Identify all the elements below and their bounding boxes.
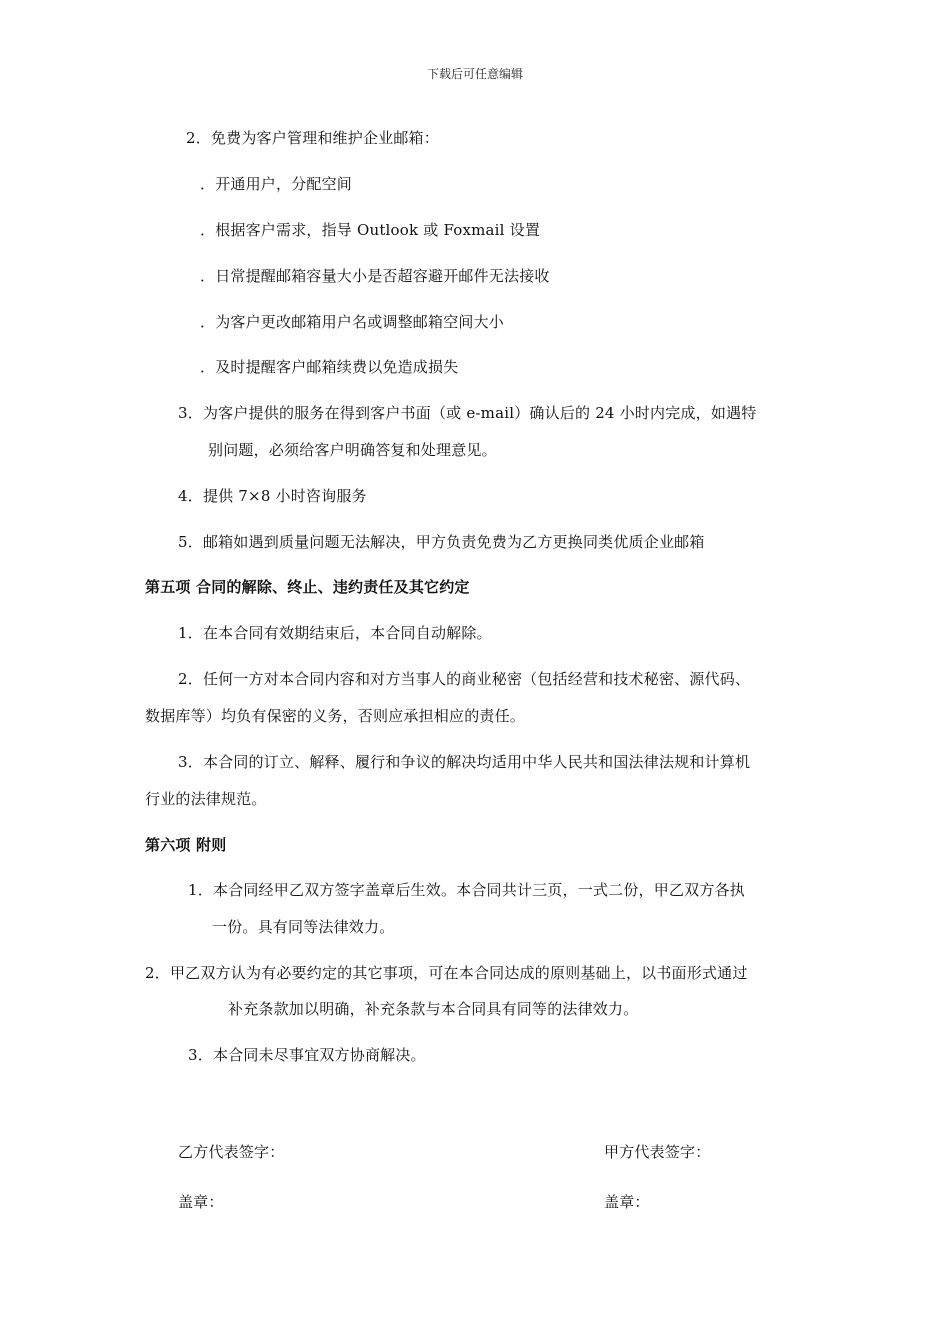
section-6-item-3: 3．本合同未尽事宜双方协商解决。 — [188, 1046, 426, 1064]
section-6-item-2-line1: 2．甲乙双方认为有必要约定的其它事项，可在本合同达成的原则基础上，以书面形式通过 — [145, 964, 748, 982]
service-subitem: ．开通用户，分配空间 — [200, 175, 353, 193]
service-subitem: ．及时提醒客户邮箱续费以免造成损失 — [200, 358, 459, 376]
service-subitem: ．为客户更改邮箱用户名或调整邮箱空间大小 — [200, 313, 505, 331]
party-a-seal-label: 盖章： — [604, 1193, 650, 1211]
service-item-4: 4．提供 7×8 小时咨询服务 — [178, 487, 367, 505]
section-5-item-2-line2: 数据库等）均负有保密的义务，否则应承担相应的责任。 — [145, 707, 526, 725]
section-5-item-1: 1．在本合同有效期结束后，本合同自动解除。 — [178, 624, 492, 642]
service-item-2: 2．免费为客户管理和维护企业邮箱： — [186, 129, 439, 147]
section-5-item-2-line1: 2．任何一方对本合同内容和对方当事人的商业秘密（包括经营和技术秘密、源代码、 — [178, 670, 751, 688]
header-note: 下载后可任意编辑 — [426, 67, 523, 81]
section-6-heading: 第六项 附则 — [145, 836, 227, 854]
section-5-item-3-line1: 3．本合同的订立、解释、履行和争议的解决均适用中华人民共和国法律法规和计算机 — [178, 753, 751, 771]
service-item-3-line2: 别问题，必须给客户明确答复和处理意见。 — [208, 441, 497, 459]
party-a-signature-label: 甲方代表签字： — [604, 1143, 711, 1161]
service-item-3-line1: 3．为客户提供的服务在得到客户书面（或 e-mail）确认后的 24 小时内完成，如遇特 — [178, 404, 757, 422]
party-b-signature-label: 乙方代表签字： — [178, 1143, 285, 1161]
section-6-item-2-line2: 补充条款加以明确，补充条款与本合同具有同等的法律效力。 — [228, 1000, 639, 1018]
party-b-seal-label: 盖章： — [178, 1193, 224, 1211]
section-5-heading: 第五项 合同的解除、终止、违约责任及其它约定 — [145, 578, 470, 596]
section-6-item-1-line1: 1．本合同经甲乙双方签字盖章后生效。本合同共计三页，一式二份，甲乙双方各执 — [188, 881, 745, 899]
service-item-5: 5．邮箱如遇到质量问题无法解决，甲方负责免费为乙方更换同类优质企业邮箱 — [178, 533, 705, 551]
section-5-item-3-line2: 行业的法律规范。 — [145, 790, 267, 808]
service-subitem: ．日常提醒邮箱容量大小是否超容避开邮件无法接收 — [200, 267, 550, 285]
service-subitem: ．根据客户需求，指导 Outlook 或 Foxmail 设置 — [200, 221, 541, 239]
section-6-item-1-line2: 一份。具有同等法律效力。 — [212, 918, 395, 936]
